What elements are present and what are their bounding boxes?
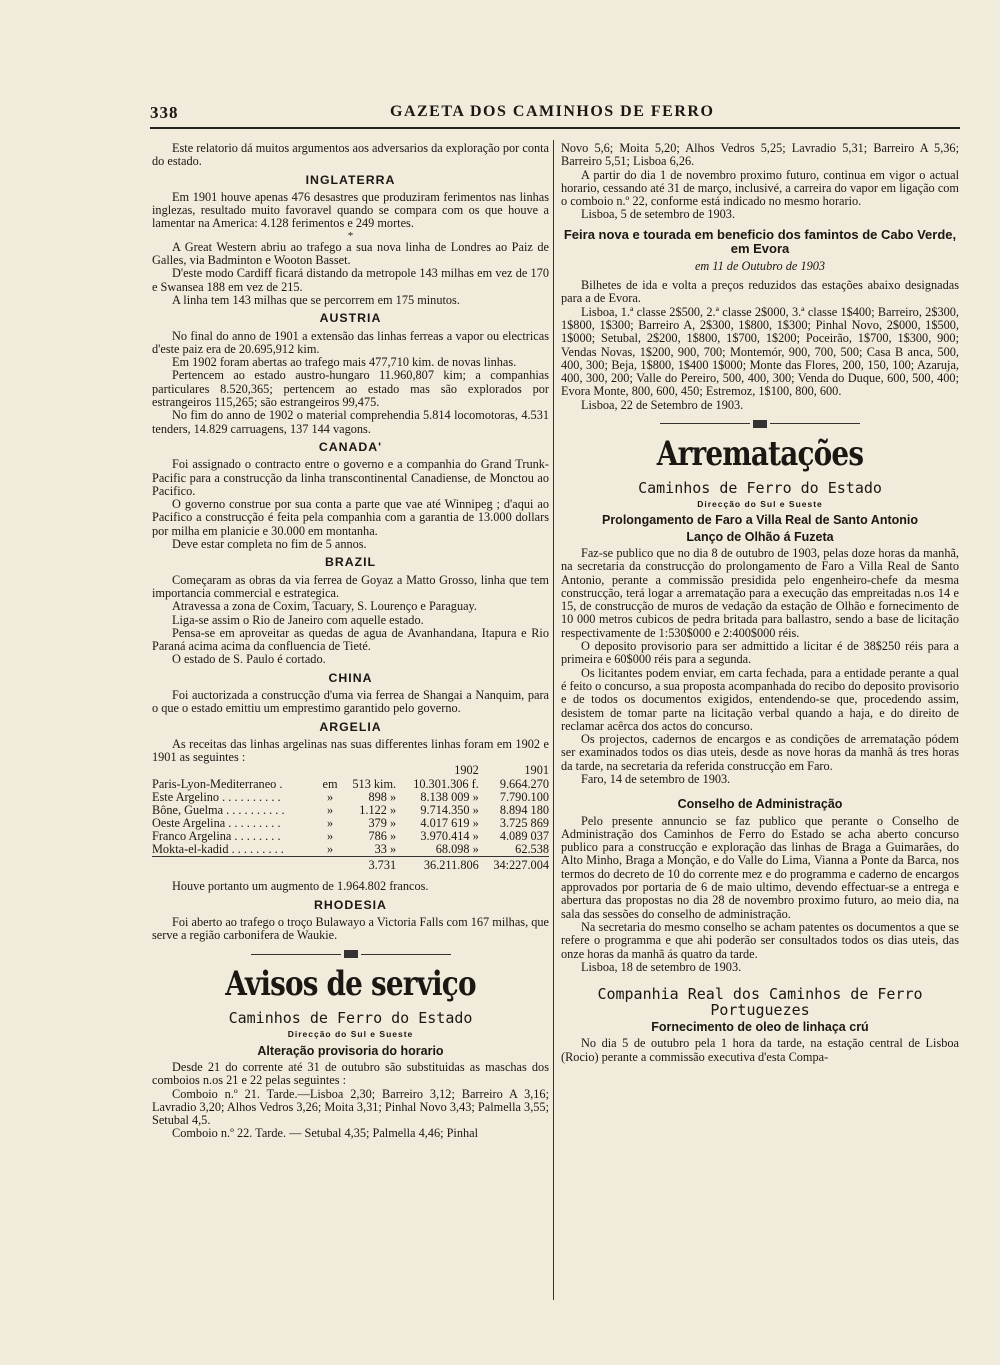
direction-line: Direcção do Sul e Sueste — [287, 1029, 414, 1040]
table-row: Mokta-el-kadid . . . . . . . . . » 33 » 68.098 » 62.538 — [152, 842, 549, 857]
left-column — [152, 142, 549, 1141]
paragraph: Novo 5,6; Moita 5,20; Alhos Vedros 5,25; Lavradio 5,31; Barreiro A 5,36; Barreiro 5,51; Lisboa 6,26. — [561, 141, 959, 169]
company-name: Caminhos de Ferro do Estado — [228, 1009, 473, 1028]
table-row: Paris-Lyon-Mediterraneo . em 513 kim. 10.301.306 f. 9.664.270 — [152, 776, 549, 791]
paragraph: Desde 21 do corrente até 31 de outubro são substituidas as maschas dos comboios n.os 21 e 22 pelas seguintes : — [152, 1060, 549, 1088]
date-line: Lisboa, 18 de setembro de 1903. — [581, 959, 742, 974]
paragraph: O governo construe por sua conta a parte que vae até Winnipeg ; d'aqui ao Pacifico a construcção é feita pela companhia com a garantia de 13.000 dollars por milha em planicie e 30.000 em montanha. — [152, 497, 549, 538]
paragraph: Foi auctorizada a construcção d'uma via ferrea de Shangai a Nanquim, para o que o estado emittiu um emprestimo garantido pelo governo. — [152, 687, 549, 716]
paragraph: Bilhetes de ida e volta a preços reduzidos das estações abaixo designadas para a de Evora. — [561, 278, 959, 306]
paragraph: Os licitantes podem enviar, em carta fechada, para a entidade perante a qual é feito o concurso, a sua proposta acompanhada do recibo do deposito provisorio e de todos os documentos exigidos, entendendo-se que, procedendo assim, desistem de tomar parte na licitação verbal quando a haja, e do direito de reclamar acêrca dos actos do concurso. — [561, 665, 959, 733]
notice-subtitle: Fornecimento de oleo de linhaça crú — [651, 1020, 869, 1035]
paragraph: No dia 5 de outubro pela 1 hora da tarde, na estação central de Lisboa (Rocio) perante a commissão executiva d'esta Compa- — [561, 1036, 959, 1064]
table-row: Franco Argelina . . . . . . . . » 786 » 3.970.414 » 4.089 037 — [152, 828, 549, 843]
paragraph: Houve portanto um augmento de 1.964.802 francos. — [172, 879, 429, 894]
year-header: 1902 — [454, 763, 479, 778]
paragraph: Em 1901 houve apenas 476 desastres que produziram ferimentos nas linhas inglezas, resultado muito favoravel quando se compara com os que houve a lamentar na America: 4.128 ferimentos e 249 mortes. — [152, 189, 549, 231]
column-divider — [553, 140, 554, 1300]
paragraph: Na secretaria do mesmo conselho se acham patentes os documentos a que se refere o programma e que ahi poderão ser consultados todos os dias uteis, das onze horas da manhã ás quatro da tarde. — [561, 919, 959, 961]
notice-subtitle: Lanço de Olhão á Fuzeta — [686, 529, 834, 544]
ornament-divider — [152, 948, 549, 960]
header-rule — [150, 127, 960, 129]
paragraph: Comboio n.º 21. Tarde.—Lisboa 2,30; Barreiro 3,12; Barreiro A 3,16; Lavradio 3,20; Alhos Vedros 3,26; Moita 3,31; Pinhal Novo 3,43; Palmella 3,55; Setubal 4,5. — [152, 1086, 549, 1128]
company-name: Caminhos de Ferro do Estado — [638, 479, 882, 498]
running-title: GAZETA DOS CAMINHOS DE FERRO — [390, 103, 715, 120]
table-row: Este Argelino . . . . . . . . . . » 898 » 8.138 009 » 7.790.100 — [152, 789, 549, 804]
paragraph: D'este modo Cardiff ficará distando da metropole 143 milhas em vez de 170 e Swansea 188 em vez de 215. — [152, 266, 549, 294]
table-total-row: 3.731 36.211.806 34:227.004 — [152, 857, 549, 873]
table-row: Oeste Argelina . . . . . . . . . » 379 » 4.017 619 » 3.725 869 — [152, 815, 549, 830]
date-line: Lisboa, 22 de Setembro de 1903. — [581, 397, 744, 412]
paragraph: Em 1902 foram abertas ao trafego mais 477,710 kim. de novas linhas. — [172, 355, 517, 370]
section-title-avisos: Avisos de serviço — [225, 964, 476, 1005]
section-heading-china: CHINA — [328, 670, 373, 685]
paragraph: Pensa-se em aproveitar as quedas de agua de Avanhandana, Itapura e Rio Paraná acima acima da confluencia de Tieté. — [152, 625, 549, 654]
page-number: 338 — [150, 103, 179, 122]
revenue-table — [152, 764, 549, 872]
section-heading-argelia: ARGELIA — [319, 719, 382, 734]
paragraph: O deposito provisorio para ser admittido a licitar é de 38$250 réis para a primeira e 60$000 réis para a segunda. — [561, 639, 959, 667]
paragraph: Pertencem ao estado austro-hungaro 11.960,807 kim; a companhias particulares 8.520,365; pertencem ao estado mas são explorados por estrangeiros 115,265; são estrangeiros 99,475. — [152, 368, 549, 410]
direction-line: Direcção do Sul e Sueste — [697, 499, 823, 510]
paragraph: A partir do dia 1 de novembro proximo futuro, continua em vigor o actual horario, cessando até 31 de março, inclusivé, a carreira do vapor em ligação com o comboio n.º 22, conforme está indicado no mesmo horario. — [561, 167, 959, 209]
table-row: Bône, Guelma . . . . . . . . . . » 1.122 » 9.714.350 » 8.894 180 — [152, 802, 549, 817]
intro-paragraph: Este relatorio dá muitos argumentos aos adversarios da exploração por conta do estado. — [152, 141, 549, 169]
page-header — [150, 103, 960, 125]
company-name: Companhia Real dos Caminhos de Ferro Portuguezes — [597, 985, 923, 1020]
paragraph: A linha tem 143 milhas que se percorrem em 175 minutos. — [172, 292, 460, 307]
paragraph: Foi aberto ao trafego o troço Bulawayo a Victoria Falls com 167 milhas, que serve a região carbonifera de Waukie. — [152, 914, 549, 943]
notice-subtitle: Alteração provisoria do horario — [257, 1043, 444, 1058]
notice-subtitle: Prolongamento de Faro a Villa Real de Santo Antonio — [601, 513, 918, 528]
paragraph: Liga-se assim o Rio de Janeiro com aquelle estado. — [172, 612, 424, 627]
event-date: em 11 de Outubro de 1903 — [694, 258, 826, 273]
right-column — [561, 142, 959, 1064]
paragraph: Foi assignado o contracto entre o governo e a companhia do Grand Trunk-Pacific para a construcção da linha transcontinental Canadiense, de Monctou ao Pacifico. — [152, 457, 549, 498]
paragraph: Os projectos, cadernos de encargos e as condições de arrematação pódem ser examinados todos os dias uteis, desde as nove horas da manhã ás tres horas da tarde, na secretaria da referida construcção em Faro. — [561, 732, 959, 773]
paragraph: Pelo presente annuncio se faz publico que perante o Conselho de Administração dos Caminhos de Ferro do Estado se acha aberto concurso publico para a construcção e exploração das linhas de Braga a Guimarães, do Alto Minho, Braga a Monção, e do Valle do Lima, Vianna a Ponte da Barca, nos termos do decreto de 10 do corrente mez e do programma e caderno de encargos approvados por portaria de 6 de maio ultimo, devendo effectuar-se a entrega e abertura das propostas no dia 28 de novembro proximo futuro, ao meio dia, na sala das sessões do conselho de administração. — [561, 813, 959, 921]
section-heading-austria: AUSTRIA — [319, 311, 382, 326]
section-heading-inglaterra: INGLATERRA — [305, 172, 396, 187]
date-line: Lisboa, 5 de setembro de 1903. — [581, 207, 736, 222]
paragraph: Começaram as obras da via ferrea de Goyaz a Matto Grosso, linha que tem importancia commercial e estrategica. — [152, 572, 549, 600]
paragraph: Comboio n.º 22. Tarde. — Setubal 4,35; Palmella 4,46; Pinhal — [172, 1126, 479, 1141]
section-heading-brazil: BRAZIL — [324, 555, 377, 570]
ornament-divider — [561, 418, 959, 430]
section-heading-canada: CANADA' — [318, 439, 383, 454]
paragraph: Deve estar completa no fim de 5 annos. — [172, 537, 367, 552]
separator-star: * — [347, 229, 354, 242]
section-heading-rhodesia: RHODESIA — [314, 897, 387, 912]
paragraph: O estado de S. Paulo é cortado. — [172, 652, 326, 667]
date-line: Faro, 14 de setembro de 1903. — [581, 771, 731, 786]
table-header-row — [152, 764, 549, 777]
paragraph: As receitas das linhas argelinas nas suas differentes linhas foram em 1902 e 1901 as seguintes : — [152, 736, 549, 765]
year-header: 1901 — [524, 763, 549, 778]
section-title-arrematacoes: Arrematações — [656, 434, 864, 475]
paragraph: Atravessa a zona de Coxim, Tacuary, S. Lourenço e Paraguay. — [172, 599, 477, 614]
paragraph: No final do anno de 1901 a extensão das linhas ferreas a vapor ou electricas d'este paiz era de 20.695,912 kim. — [152, 328, 549, 356]
paragraph: A Great Western abriu ao trafego a sua nova linha de Londres ao Paiz de Galles, via Badminton e Wooton Basset. — [152, 239, 549, 268]
paragraph: Lisboa, 1.ª classe 2$500, 2.ª classe 2$000, 3.ª classe 1$400; Barreiro, 2$300, 1$800, 1$300; Barreiro A, 2$300, 1$800, 1$300; Pinhal Novo, 2$000, 1$500, 1$000; Setubal, 2$200, 1$800, 1$700, 1$200; Poceirão, 1$700, 1$300, 900; Vendas Novas, 1$200, 900, 700; Montemór, 900, 700, 500; Casa B anca, 500, 400, 300; Beja, 1$800, 1$400 1$000; Monte das Flores, 200, 150, 100; Azaruja, 400, 300, 200; Valle do Pereiro, 500, 400, 300; Venda do Duque, 600, 500, 400; Evora Monte, 800, 600, 450; Estremoz, 1$100, 800, 600. — [561, 304, 959, 399]
section-heading-conselho: Conselho de Administração — [677, 797, 843, 812]
paragraph: Faz-se publico que no dia 8 de outubro de 1903, pelas doze horas da manhã, na secretaria da construcção do prolongamento de Faro a Villa Real de Santo Antonio, perante a commissão presidida pelo engenheiro-chefe da mesma construcção, terá logar a arrematação para a execução das empreitadas n.os 14 e 15, de construcção de muros de vedação da estação de Olhão e fornecimento de 10 000 metros cubicos de pedra britada para ballastro, sendo a base de licitação respectivamente de 1:530$000 e 2:400$000 réis. — [561, 545, 959, 640]
notice-title-feira: Feira nova e tourada em beneficio dos famintos de Cabo Verde, em Evora — [563, 226, 957, 256]
paragraph: No fim do anno de 1902 o material comprehendia 5.814 locomotoras, 4.531 tenders, 14.829 carruagens, 137 144 vagons. — [152, 408, 549, 436]
